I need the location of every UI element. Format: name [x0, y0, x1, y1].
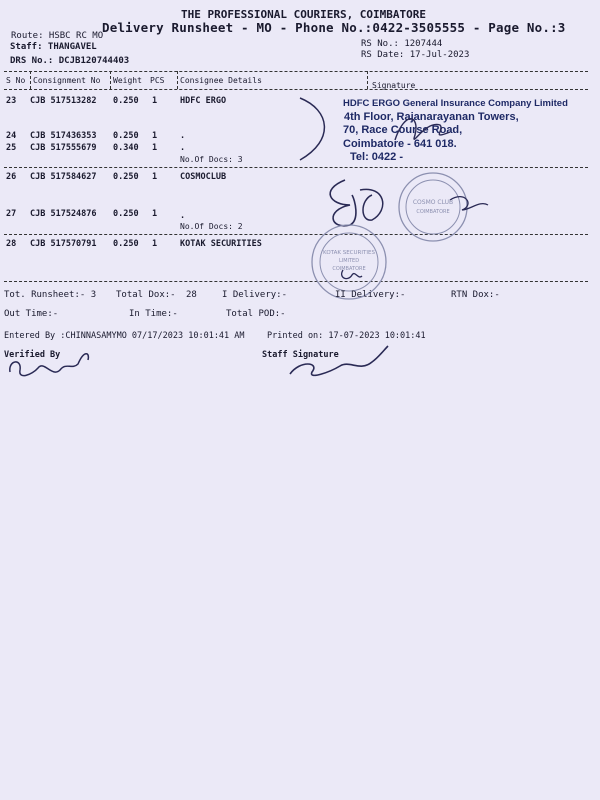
col-header-consignment: Consignment No: [33, 76, 101, 85]
svg-text:COIMBATORE: COIMBATORE: [416, 209, 450, 215]
row-pcs: 1: [152, 209, 158, 219]
printed-on: Printed on: 17-07-2023 10:01:41: [267, 331, 426, 341]
kotak-securities-seal-icon: [312, 225, 386, 299]
svg-text:COSMO CLUB: COSMO CLUB: [412, 199, 454, 206]
row-pcs: 1: [152, 143, 158, 153]
row-consignment: CJB 517584627: [30, 172, 97, 182]
row-weight: 0.250: [113, 239, 139, 249]
total-runsheet: Tot. Runsheet:- 3: [4, 290, 97, 300]
staff-label: Staff: THANGAVEL: [10, 42, 97, 52]
row-consignment: CJB 517513282: [30, 96, 97, 106]
svg-text:LIMITED: LIMITED: [338, 258, 360, 264]
verified-by: Verified By: [4, 350, 61, 360]
svg-text:KOTAK SECURITIES: KOTAK SECURITIES: [323, 250, 375, 256]
cosmo-club-seal-icon: [399, 173, 467, 241]
row-consignee: .: [180, 143, 186, 153]
stamp-line: 4th Floor, Rajanarayanan Towers,: [344, 111, 519, 123]
row-consignment: CJB 517524876: [30, 209, 97, 219]
stamp-line: Tel: 0422 -: [350, 151, 403, 163]
stamp-line: 70, Race Course Road,: [343, 124, 463, 136]
row-weight: 0.250: [113, 96, 139, 106]
total-pod: Total POD:-: [226, 309, 286, 319]
route-label: Route: HSBC RC MO: [11, 31, 104, 41]
in-time: In Time:-: [129, 309, 178, 319]
stamp-line: HDFC ERGO General Insurance Company Limited: [343, 98, 568, 109]
ii-delivery: II Delivery:-: [335, 290, 406, 300]
row-consignee: .: [180, 211, 186, 221]
col-header-consignee: Consignee Details: [180, 76, 262, 85]
drs-number: DRS No.: DCJB120744403: [10, 56, 130, 66]
row-docs-count: No.Of Docs: 3: [180, 155, 243, 164]
row-pcs: 1: [152, 239, 158, 249]
row-weight: 0.250: [113, 131, 139, 141]
row-pcs: 1: [152, 96, 158, 106]
row-sno: 24: [6, 131, 17, 141]
row-sno: 25: [6, 143, 17, 153]
row-pcs: 1: [152, 131, 158, 141]
svg-text:COIMBATORE: COIMBATORE: [332, 266, 366, 272]
row-consignment: CJB 517555679: [30, 143, 97, 153]
col-header-weight: Weight: [113, 76, 142, 85]
runsheet-title: Delivery Runsheet - MO - Phone No.:0422-3505555 - Page No.:3: [102, 20, 566, 35]
stamp-line: Coimbatore - 641 018.: [343, 138, 457, 150]
col-header-sno: S No: [6, 76, 26, 85]
row-consignee: HDFC ERGO: [180, 96, 227, 106]
col-header-pcs: PCS: [150, 76, 165, 85]
row-consignee: .: [180, 131, 186, 141]
row-sno: 28: [6, 239, 17, 249]
company-title: THE PROFESSIONAL COURIERS, COIMBATORE: [181, 8, 427, 21]
row-sno: 26: [6, 172, 17, 182]
rs-date: RS Date: 17-Jul-2023: [361, 50, 470, 60]
row-docs-count: No.Of Docs: 2: [180, 222, 243, 231]
total-dox-value: 28: [186, 290, 197, 300]
row-consignment: CJB 517436353: [30, 131, 97, 141]
row-weight: 0.250: [113, 172, 139, 182]
row-weight: 0.340: [113, 143, 139, 153]
row-weight: 0.250: [113, 209, 139, 219]
row-sno: 27: [6, 209, 17, 219]
entered-by: Entered By :CHINNASAMYMO 07/17/2023 10:01:41 AM: [4, 331, 245, 341]
row-consignment: CJB 517570791: [30, 239, 97, 249]
row-consignee: COSMOCLUB: [180, 172, 227, 182]
row-sno: 23: [6, 96, 17, 106]
rtn-dox: RTN Dox:-: [451, 290, 500, 300]
row-pcs: 1: [152, 172, 158, 182]
i-delivery: I Delivery:-: [222, 290, 288, 300]
rs-number: RS No.: 1207444: [361, 39, 443, 49]
col-header-signature: Signature: [372, 81, 416, 90]
staff-signature: Staff Signature: [262, 350, 339, 360]
row-consignee: KOTAK SECURITIES: [180, 239, 262, 249]
out-time: Out Time:-: [4, 309, 59, 319]
total-dox-label: Total Dox:-: [116, 290, 176, 300]
